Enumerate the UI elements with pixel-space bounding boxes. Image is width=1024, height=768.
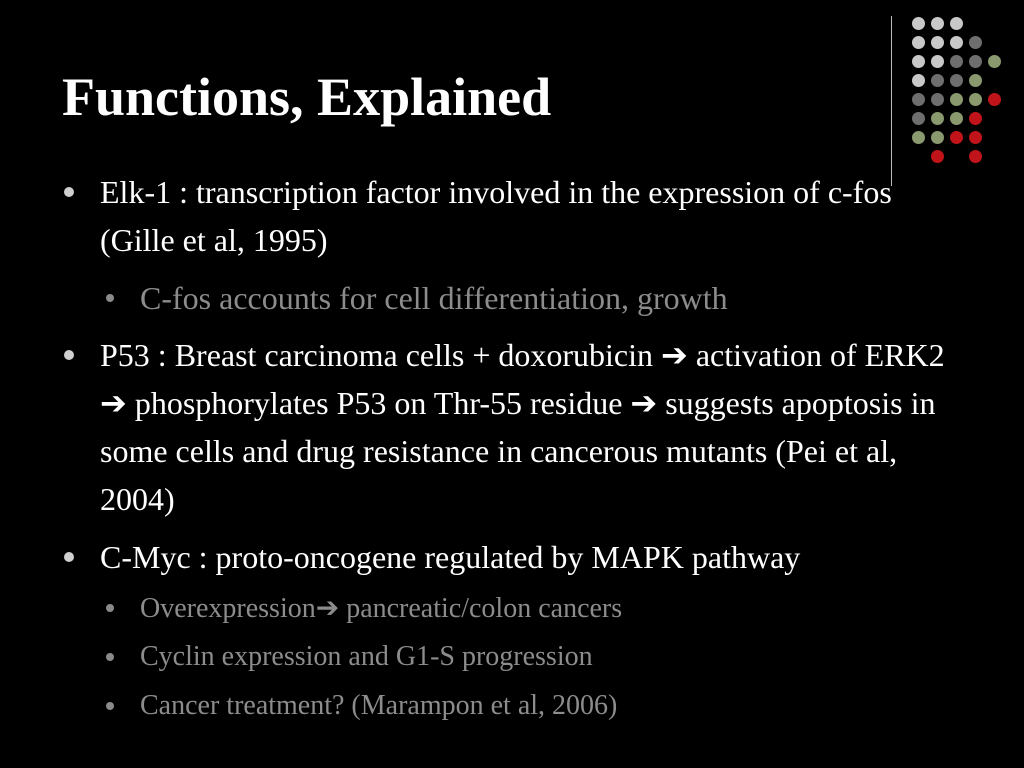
bullet-cmyc-sub2: Cyclin expression and G1-S progression <box>140 641 593 672</box>
sub-bullet-marker <box>106 702 114 710</box>
bullet-elk1-sub: C-fos accounts for cell differentiation, growth <box>140 280 728 316</box>
bullet-cmyc: C-Myc : proto-oncogene regulated by MAPK pathway <box>100 539 801 575</box>
sub-bullet-marker <box>106 604 114 612</box>
sub-bullet-marker <box>106 653 114 661</box>
slide-title: Functions, Explained <box>62 67 552 127</box>
p53-text-part: P53 : Breast carcinoma cells + doxorubicin <box>100 337 662 373</box>
p53-text-part: phosphorylates P53 on Thr-55 residue <box>134 385 631 421</box>
right-arrow-icon: ➔ <box>315 591 340 624</box>
p53-text-part: suggests apoptosis in some cells and drug resistance in cancerous mutants (Pei et al, 2004) <box>100 385 936 517</box>
bullet-elk1: Elk-1 : transcription factor involved in the expression of c-fos (Gille et al, 1995) <box>100 174 892 258</box>
bullet-marker <box>64 187 74 197</box>
cmyc-sub1-text: pancreatic/colon cancers <box>346 593 623 624</box>
cmyc-sub1-text: Overexpression <box>140 593 316 624</box>
bullet-p53 <box>100 331 950 523</box>
right-arrow-icon: ➔ <box>661 336 688 374</box>
bullet-marker <box>64 552 74 562</box>
bullet-cmyc-sub1 <box>140 590 940 627</box>
p53-text-part: activation of ERK2 <box>695 337 945 373</box>
right-arrow-icon: ➔ <box>100 384 127 422</box>
bullet-cmyc-sub3: Cancer treatment? (Marampon et al, 2006) <box>140 690 618 721</box>
right-arrow-icon: ➔ <box>630 384 658 422</box>
sub-bullet-marker <box>106 294 114 302</box>
bullet-marker <box>64 350 74 360</box>
